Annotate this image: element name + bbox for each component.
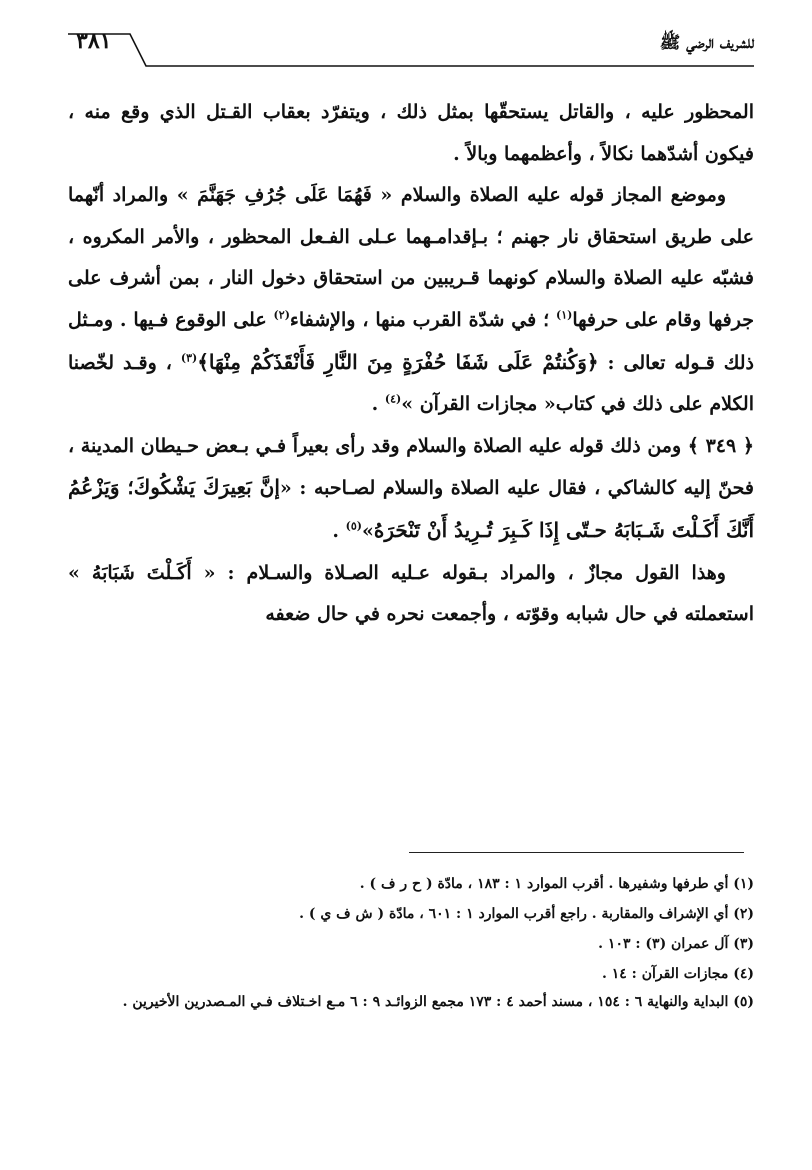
footnotes: [68, 869, 754, 1015]
running-title: للشريف الرضي ﷺ: [659, 33, 754, 53]
page-header: [68, 28, 754, 72]
paragraph-3-end: .: [332, 519, 346, 542]
footnote-ref-5: (٥): [345, 519, 363, 533]
item-number-marker: ﴿ ٣٤٩ ﴾: [687, 434, 755, 457]
footnote-ref-2: (٢): [273, 308, 290, 322]
paragraph-1: المحظور عليه ، والقاتل يستحقّها بمثل ذلك ، ويتفرّد بعقاب القـتل الذي وقع منه ، فيكون أشدّهما نكالاً ، وأعظمهما وبالاً .: [68, 101, 754, 165]
footnote-ref-4: (٤): [384, 392, 402, 406]
paragraph-3-close-quote: »: [362, 519, 374, 542]
footnote-ref-3: (٣): [180, 351, 198, 365]
footnote-4: (٤) مجازات القرآن : ١٤ .: [601, 966, 754, 982]
paragraph-4: وهذا القول مجازٌ ، والمراد بـقوله عـليه الصـلاة والسـلام : « أَكَـلْتَ شَبَابَهُ » استعملته في حال شبابه وقوّته ، وأجمعت نحره في حال ضعفه: [68, 561, 754, 626]
footnote-1: (١) أي طرفها وشفيرها . أقرب الموارد ١ : ١٨٣ ، مادّة ( ح ر ف ) .: [359, 876, 754, 892]
header-rule-shape: [68, 28, 754, 72]
paragraph-2-text-3: على الوقوع فـيها . ومـثل ذلك قـوله تعالى :: [68, 308, 755, 374]
footnote-ref-1: (١): [556, 308, 573, 322]
main-text: [68, 92, 754, 636]
paragraph-3: [68, 426, 754, 553]
footnote-2: (٢) أي الإشراف والمقاربة . راجع أقرب الموارد ١ : ٦٠١ ، مادّة ( ش ف ي ) .: [299, 906, 754, 922]
footnote-5: (٥) البداية والنهاية ٦ : ١٥٤ ، مسند أحمد ٤ : ١٧٣ مجمع الزوائـد ٩ : ٦ مـع اخـتلاف فـي المـصدرين الأخيرين .: [122, 994, 754, 1010]
page-number: ٣٨١: [76, 28, 112, 54]
paragraph-2: [68, 175, 754, 426]
hadith-quote: إنَّ بَعِيرَكَ يَشْكُوكَ؛ وَيَزْعُمُ أَنَّكَ أَكَـلْتَ شَـبَابَهُ حـتّى إِذَا كَـبِرَ تُـرِيدُ أَنْ تَنْحَرَهُ: [68, 475, 754, 542]
footnote-3: (٣) آل عمران (٣) : ١٠٣ .: [598, 936, 754, 952]
quran-verse: ﴿وَكُنتُمْ عَلَى شَفَا حُفْرَةٍ مِنَ النَّارِ فَأَنْقَذَكُمْ مِنْهَا﴾: [197, 349, 599, 374]
paragraph-2-end: .: [371, 393, 385, 416]
paragraph-3-text: ومن ذلك قوله عليه الصلاة والسلام وقد رأى بعيراً فـي بـعض حـيطان المدينة ، فحنّ إليه كالشاكي ، فقال عليه الصلاة والسلام لصـاحبه : «: [68, 434, 754, 500]
paragraph-2-text-2: ؛ في شدّة القرب منها ، والإشفاء: [289, 308, 557, 331]
paragraph-2-text-4: ، وقـد لخّصنا الكلام على ذلك في كتاب« مجازات القرآن »: [68, 351, 754, 416]
paragraph-2-text: وموضع المجاز قوله عليه الصلاة والسلام « فَهُمَا عَلَى جُرُفِ جَهَنَّمَ » والمراد أنّهما على طريق استحقاق نار جهنم ؛ بـإقدامـهما عـلى الفـعل المحظور ، والأمر المكروه ، فشبّه عليه الصلاة والسلام كونهما قـريبين من استحقاق دخول النار ، بمن أشرف على جرفها وقام على حرفها: [68, 184, 754, 331]
footnote-separator: [409, 852, 744, 853]
